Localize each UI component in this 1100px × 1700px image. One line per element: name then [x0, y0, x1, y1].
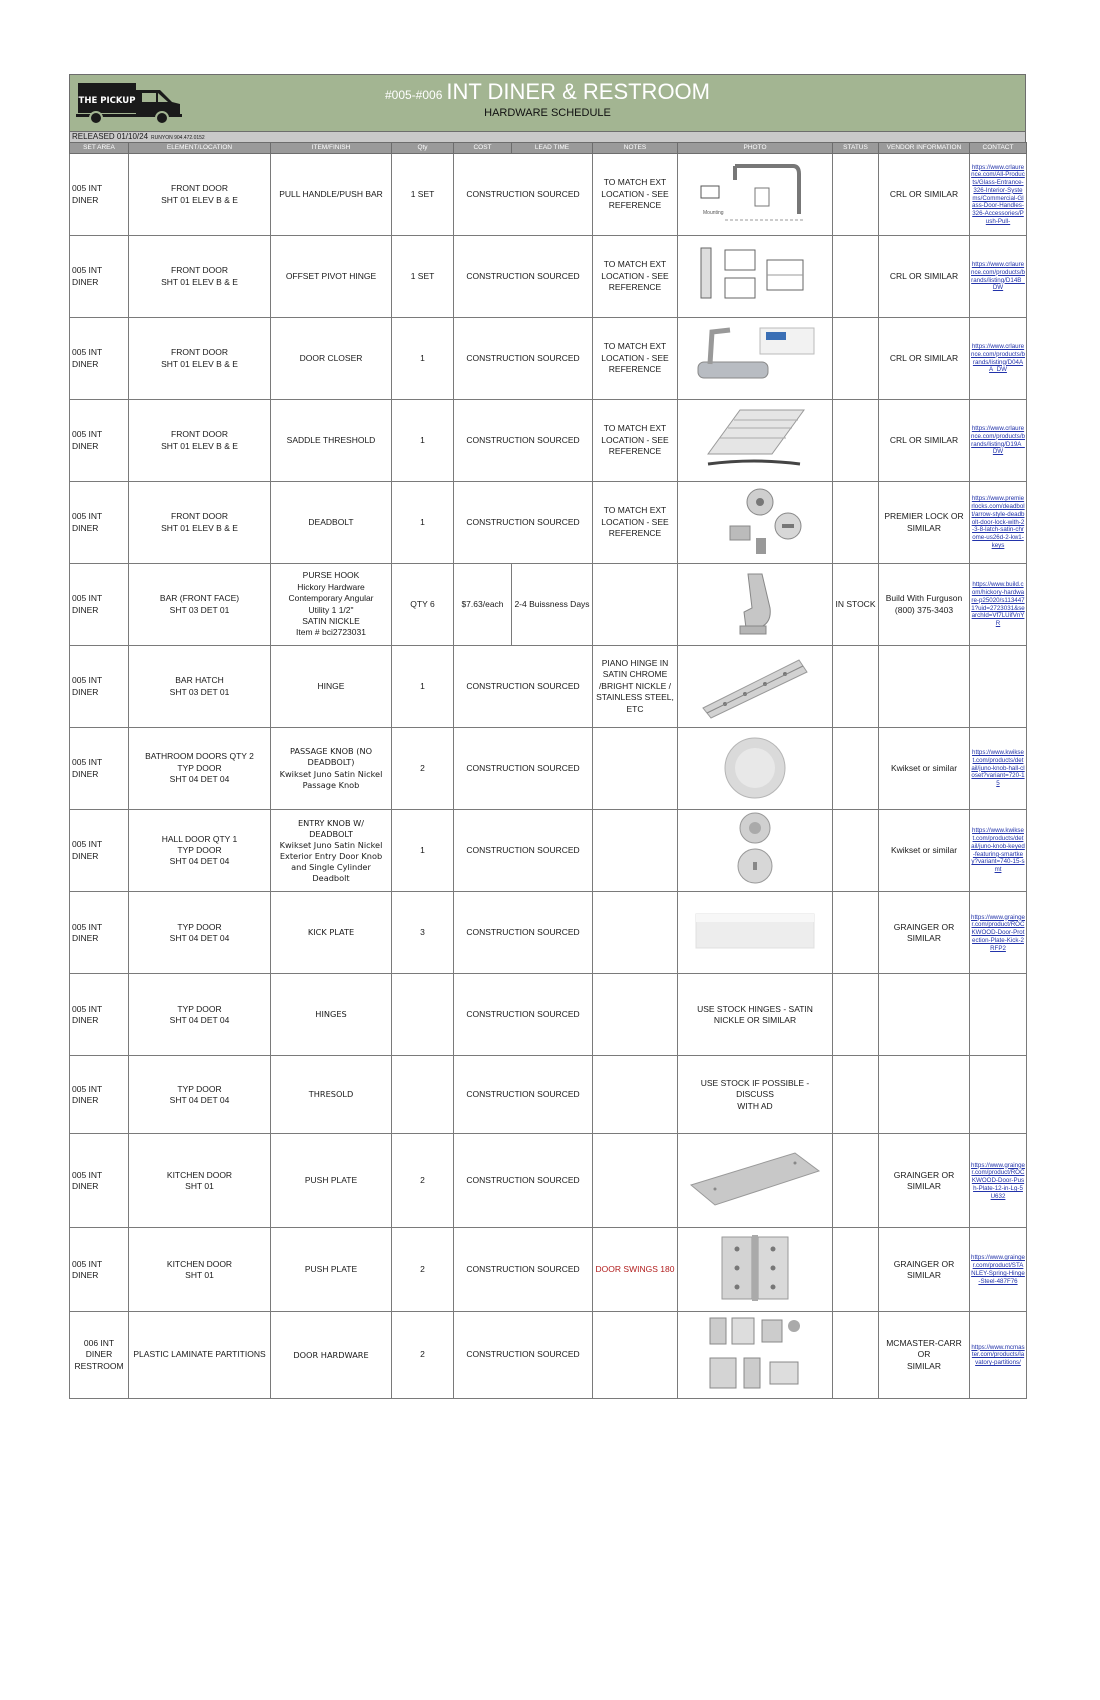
photo-cell — [678, 1312, 833, 1398]
vendor-cell: CRL OR SIMILAR — [879, 154, 970, 236]
column-header: COST — [454, 143, 512, 154]
element-location-cell: TYP DOOR SHT 04 DET 04 — [129, 1056, 271, 1134]
column-header: ELEMENT/LOCATION — [129, 143, 271, 154]
photo-note: USE STOCK IF POSSIBLE - DISCUSS WITH AD — [678, 1056, 833, 1134]
vendor-cell: PREMIER LOCK OR SIMILAR — [879, 482, 970, 564]
status-cell — [833, 1228, 879, 1312]
column-header: PHOTO — [678, 143, 833, 154]
contact-link[interactable]: https://www.crlaurence.com/All-Products/Glass-Entrance-326-Interior-Systems/Commercial-Glass-Door-Handles-326-Accessories/Push-Pull- — [970, 154, 1027, 236]
element-location-cell: TYP DOOR SHT 04 DET 04 — [129, 974, 271, 1056]
table-row — [70, 154, 1027, 236]
set-area-cell: 005 INT DINER — [70, 482, 129, 564]
status-cell — [833, 646, 879, 728]
status-cell — [833, 1312, 879, 1398]
pull-handle-drawing-icon — [678, 158, 832, 231]
contact-link — [970, 646, 1027, 728]
status-cell — [833, 1056, 879, 1134]
cost-cell: CONSTRUCTION SOURCED — [454, 810, 593, 892]
set-area-cell: 005 INT DINER — [70, 236, 129, 318]
svg-text:Mounting: Mounting — [703, 209, 724, 216]
vendor-cell — [879, 974, 970, 1056]
qty-cell: 3 — [392, 892, 454, 974]
cost-cell: CONSTRUCTION SOURCED — [454, 400, 593, 482]
page-title: INT DINER & RESTROOM — [446, 79, 710, 104]
element-location-cell: TYP DOOR SHT 04 DET 04 — [129, 892, 271, 974]
piano-hinge-icon — [678, 650, 832, 723]
deadbolt-icon — [678, 486, 832, 559]
pivot-hinge-drawing-icon — [678, 240, 832, 313]
table-row — [70, 318, 1027, 400]
table-row — [70, 892, 1027, 974]
qty-cell: 1 SET — [392, 154, 454, 236]
contact-link — [970, 1056, 1027, 1134]
set-area-cell: 005 INT DINER — [70, 728, 129, 810]
lead-time-cell: 2-4 Buissness Days — [512, 564, 593, 646]
contact-link[interactable]: https://www.grainger.com/product/STANLEY-Spring-Hinge-Steel-487F76 — [970, 1228, 1027, 1312]
set-area-cell: 005 INT DINER — [70, 974, 129, 1056]
table-row — [70, 810, 1027, 892]
set-area-cell: 005 INT DINER — [70, 1056, 129, 1134]
contact-link[interactable]: https://www.crlaurence.com/products/brands/listing/D04AA_DW — [970, 318, 1027, 400]
cost-cell: CONSTRUCTION SOURCED — [454, 318, 593, 400]
notes-cell: TO MATCH EXT LOCATION - SEE REFERENCE — [593, 236, 678, 318]
status-cell — [833, 810, 879, 892]
table-row — [70, 728, 1027, 810]
table-row — [70, 400, 1027, 482]
released-contact: RUNYON 904.472.0152 — [151, 135, 205, 141]
set-area-cell: 005 INT DINER — [70, 400, 129, 482]
contact-link[interactable]: https://www.crlaurence.com/products/brands/listing/D14B_DW — [970, 236, 1027, 318]
item-finish-cell: HINGES — [271, 974, 392, 1056]
notes-cell — [593, 1312, 678, 1398]
item-finish-cell: DOOR CLOSER — [271, 318, 392, 400]
element-location-cell: BAR (FRONT FACE) SHT 03 DET 01 — [129, 564, 271, 646]
set-area-cell: 005 INT DINER — [70, 318, 129, 400]
released-date: RELEASED 01/10/24 — [72, 132, 149, 141]
door-closer-icon — [678, 322, 832, 395]
qty-cell: 1 — [392, 646, 454, 728]
item-finish-cell: ENTRY KNOB W/ DEADBOLT Kwikset Juno Satin Nickel Exterior Entry Door Knob and Single Cylinder Deadbolt — [271, 810, 392, 892]
column-header: STATUS — [833, 143, 879, 154]
purse-hook-icon — [678, 568, 832, 641]
set-area-cell: 006 INT DINER RESTROOM — [70, 1312, 129, 1398]
released-bar — [69, 132, 1026, 142]
set-area-cell: 005 INT DINER — [70, 564, 129, 646]
item-finish-cell: PASSAGE KNOB (NO DEADBOLT) Kwikset Juno Satin Nickel Passage Knob — [271, 728, 392, 810]
status-cell — [833, 1134, 879, 1228]
status-cell — [833, 974, 879, 1056]
column-header: NOTES — [593, 143, 678, 154]
hardware-schedule-sheet — [69, 74, 1026, 1399]
vendor-cell: MCMASTER-CARR OR SIMILAR — [879, 1312, 970, 1398]
cost-cell: CONSTRUCTION SOURCED — [454, 1312, 593, 1398]
table-row — [70, 236, 1027, 318]
status-cell — [833, 236, 879, 318]
notes-cell — [593, 892, 678, 974]
hardware-table — [69, 142, 1027, 1399]
table-row — [70, 646, 1027, 728]
cost-cell: CONSTRUCTION SOURCED — [454, 482, 593, 564]
element-location-cell: FRONT DOOR SHT 01 ELEV B & E — [129, 482, 271, 564]
column-header: CONTACT — [970, 143, 1027, 154]
item-finish-cell: KICK PLATE — [271, 892, 392, 974]
contact-link[interactable]: https://www.crlaurence.com/products/brands/listing/D19A_DW — [970, 400, 1027, 482]
status-cell — [833, 728, 879, 810]
title-block — [70, 79, 1025, 119]
status-cell — [833, 154, 879, 236]
door-knob-icon — [678, 732, 832, 805]
cost-cell: CONSTRUCTION SOURCED — [454, 1228, 593, 1312]
vendor-cell: GRAINGER OR SIMILAR — [879, 1134, 970, 1228]
kick-plate-icon — [678, 906, 832, 959]
element-location-cell: HALL DOOR QTY 1 TYP DOOR SHT 04 DET 04 — [129, 810, 271, 892]
photo-note: USE STOCK HINGES - SATIN NICKLE OR SIMILAR — [678, 974, 833, 1056]
contact-link[interactable]: https://www.kwikset.com/products/detail/juno-knob-hall-closet?variant=720-15 — [970, 728, 1027, 810]
notes-cell — [593, 974, 678, 1056]
notes-cell: TO MATCH EXT LOCATION - SEE REFERENCE — [593, 482, 678, 564]
page-subtitle: HARDWARE SCHEDULE — [484, 107, 611, 119]
qty-cell: 2 — [392, 1134, 454, 1228]
entry-knob-deadbolt-icon — [678, 810, 832, 891]
qty-cell: QTY 6 — [392, 564, 454, 646]
qty-cell: 2 — [392, 1312, 454, 1398]
photo-cell — [678, 1228, 833, 1312]
cost-cell: CONSTRUCTION SOURCED — [454, 236, 593, 318]
vendor-cell: GRAINGER OR SIMILAR — [879, 1228, 970, 1312]
element-location-cell: FRONT DOOR SHT 01 ELEV B & E — [129, 154, 271, 236]
item-finish-cell: PULL HANDLE/PUSH BAR — [271, 154, 392, 236]
notes-cell: DOOR SWINGS 180 — [593, 1228, 678, 1312]
cost-cell: CONSTRUCTION SOURCED — [454, 1134, 593, 1228]
photo-cell — [678, 154, 833, 236]
qty-cell: 1 — [392, 400, 454, 482]
vendor-cell: Kwikset or similar — [879, 810, 970, 892]
photo-cell — [678, 236, 833, 318]
photo-cell — [678, 646, 833, 728]
contact-link[interactable]: https://www.mcmaster.com/products/lavatory-partitions/ — [970, 1312, 1027, 1398]
notes-cell: TO MATCH EXT LOCATION - SEE REFERENCE — [593, 400, 678, 482]
item-finish-cell: DOOR HARDWARE — [271, 1312, 392, 1398]
column-header: SET AREA — [70, 143, 129, 154]
cost-cell: CONSTRUCTION SOURCED — [454, 646, 593, 728]
column-header: Qty — [392, 143, 454, 154]
contact-link[interactable]: https://www.premierlocks.com/deadbolt/arrow-style-deadbolt-door-lock-with-2-3-8-latch-satin-chrome-us26d-2-kw1-keys — [970, 482, 1027, 564]
notes-cell: TO MATCH EXT LOCATION - SEE REFERENCE — [593, 318, 678, 400]
element-location-cell: KITCHEN DOOR SHT 01 — [129, 1228, 271, 1312]
svg-text:THE PICKUP: THE PICKUP — [78, 96, 136, 106]
contact-link — [970, 974, 1027, 1056]
qty-cell: 1 — [392, 482, 454, 564]
element-location-cell: BAR HATCH SHT 03 DET 01 — [129, 646, 271, 728]
photo-cell — [678, 892, 833, 974]
table-row — [70, 564, 1027, 646]
qty-cell: 2 — [392, 1228, 454, 1312]
photo-cell — [678, 1134, 833, 1228]
photo-cell — [678, 728, 833, 810]
cost-cell: CONSTRUCTION SOURCED — [454, 728, 593, 810]
contact-link[interactable]: https://www.grainger.com/product/ROCKWOOD-Door-Protection-Plate-Kick-2RFP2 — [970, 892, 1027, 974]
set-area-cell: 005 INT DINER — [70, 892, 129, 974]
photo-cell — [678, 810, 833, 892]
element-location-cell: PLASTIC LAMINATE PARTITIONS — [129, 1312, 271, 1398]
qty-cell: 1 — [392, 318, 454, 400]
status-cell — [833, 400, 879, 482]
table-row — [70, 1312, 1027, 1398]
contact-link[interactable]: https://www.grainger.com/product/ROCKWOOD-Door-Push-Plate-12-in-Lg-5U632 — [970, 1134, 1027, 1228]
title-prefix: #005-#006 — [384, 88, 443, 102]
item-finish-cell: PUSH PLATE — [271, 1228, 392, 1312]
status-cell — [833, 892, 879, 974]
item-finish-cell: HINGE — [271, 646, 392, 728]
qty-cell — [392, 1056, 454, 1134]
qty-cell: 1 — [392, 810, 454, 892]
set-area-cell: 005 INT DINER — [70, 646, 129, 728]
saddle-threshold-icon — [678, 404, 832, 477]
element-location-cell: KITCHEN DOOR SHT 01 — [129, 1134, 271, 1228]
set-area-cell: 005 INT DINER — [70, 810, 129, 892]
element-location-cell: FRONT DOOR SHT 01 ELEV B & E — [129, 400, 271, 482]
push-plate-icon — [678, 1149, 832, 1212]
qty-cell — [392, 974, 454, 1056]
table-row — [70, 1228, 1027, 1312]
column-header: LEAD TIME — [512, 143, 593, 154]
qty-cell: 1 SET — [392, 236, 454, 318]
item-finish-cell: SADDLE THRESHOLD — [271, 400, 392, 482]
photo-cell — [678, 318, 833, 400]
item-finish-cell: OFFSET PIVOT HINGE — [271, 236, 392, 318]
contact-link[interactable]: https://www.kwikset.com/products/detail/juno-knob-keyed-featuring-smartkey?variant=740-15-smt — [970, 810, 1027, 892]
vendor-cell — [879, 1056, 970, 1134]
cost-cell: CONSTRUCTION SOURCED — [454, 154, 593, 236]
column-header-row — [70, 143, 1027, 154]
status-cell — [833, 318, 879, 400]
item-finish-cell: PURSE HOOK Hickory Hardware Contemporary Angular Utility 1 1/2" SATIN NICKLE Item # bci2723031 — [271, 564, 392, 646]
set-area-cell: 005 INT DINER — [70, 1228, 129, 1312]
notes-cell: TO MATCH EXT LOCATION - SEE REFERENCE — [593, 154, 678, 236]
cost-cell: $7.63/each — [454, 564, 512, 646]
element-location-cell: FRONT DOOR SHT 01 ELEV B & E — [129, 318, 271, 400]
table-body — [70, 154, 1027, 1399]
cost-cell: CONSTRUCTION SOURCED — [454, 892, 593, 974]
element-location-cell: FRONT DOOR SHT 01 ELEV B & E — [129, 236, 271, 318]
item-finish-cell: PUSH PLATE — [271, 1134, 392, 1228]
notes-cell — [593, 728, 678, 810]
vendor-cell: GRAINGER OR SIMILAR — [879, 892, 970, 974]
vendor-cell: CRL OR SIMILAR — [879, 236, 970, 318]
cost-cell: CONSTRUCTION SOURCED — [454, 1056, 593, 1134]
contact-link[interactable]: https://www.build.com/hickory-hardware-p25020/s1134471?uid=2723031&searchId=Vf7LUifVnYR — [970, 564, 1027, 646]
photo-cell — [678, 564, 833, 646]
qty-cell: 2 — [392, 728, 454, 810]
vendor-cell — [879, 646, 970, 728]
status-cell — [833, 482, 879, 564]
vendor-cell: Kwikset or similar — [879, 728, 970, 810]
element-location-cell: BATHROOM DOORS QTY 2 TYP DOOR SHT 04 DET 04 — [129, 728, 271, 810]
notes-cell — [593, 1056, 678, 1134]
item-finish-cell: THRESOLD — [271, 1056, 392, 1134]
vendor-cell: Build With Furguson (800) 375-3403 — [879, 564, 970, 646]
notes-cell — [593, 810, 678, 892]
cost-cell: CONSTRUCTION SOURCED — [454, 974, 593, 1056]
notes-cell: PIANO HINGE IN SATIN CHROME /BRIGHT NICKLE / STAINLESS STEEL, ETC — [593, 646, 678, 728]
header-banner — [69, 74, 1026, 132]
table-row — [70, 974, 1027, 1056]
notes-cell — [593, 1134, 678, 1228]
photo-cell — [678, 400, 833, 482]
table-row — [70, 482, 1027, 564]
set-area-cell: 005 INT DINER — [70, 154, 129, 236]
item-finish-cell: DEADBOLT — [271, 482, 392, 564]
spring-hinge-icon — [678, 1231, 832, 1308]
column-header: VENDOR INFORMATION — [879, 143, 970, 154]
notes-cell — [593, 564, 678, 646]
photo-cell — [678, 482, 833, 564]
status-cell: IN STOCK — [833, 564, 879, 646]
vendor-cell: CRL OR SIMILAR — [879, 400, 970, 482]
table-row — [70, 1056, 1027, 1134]
column-header: ITEM/FINISH — [271, 143, 392, 154]
vendor-cell: CRL OR SIMILAR — [879, 318, 970, 400]
set-area-cell: 005 INT DINER — [70, 1134, 129, 1228]
partition-hardware-icon — [678, 1312, 832, 1397]
table-row — [70, 1134, 1027, 1228]
